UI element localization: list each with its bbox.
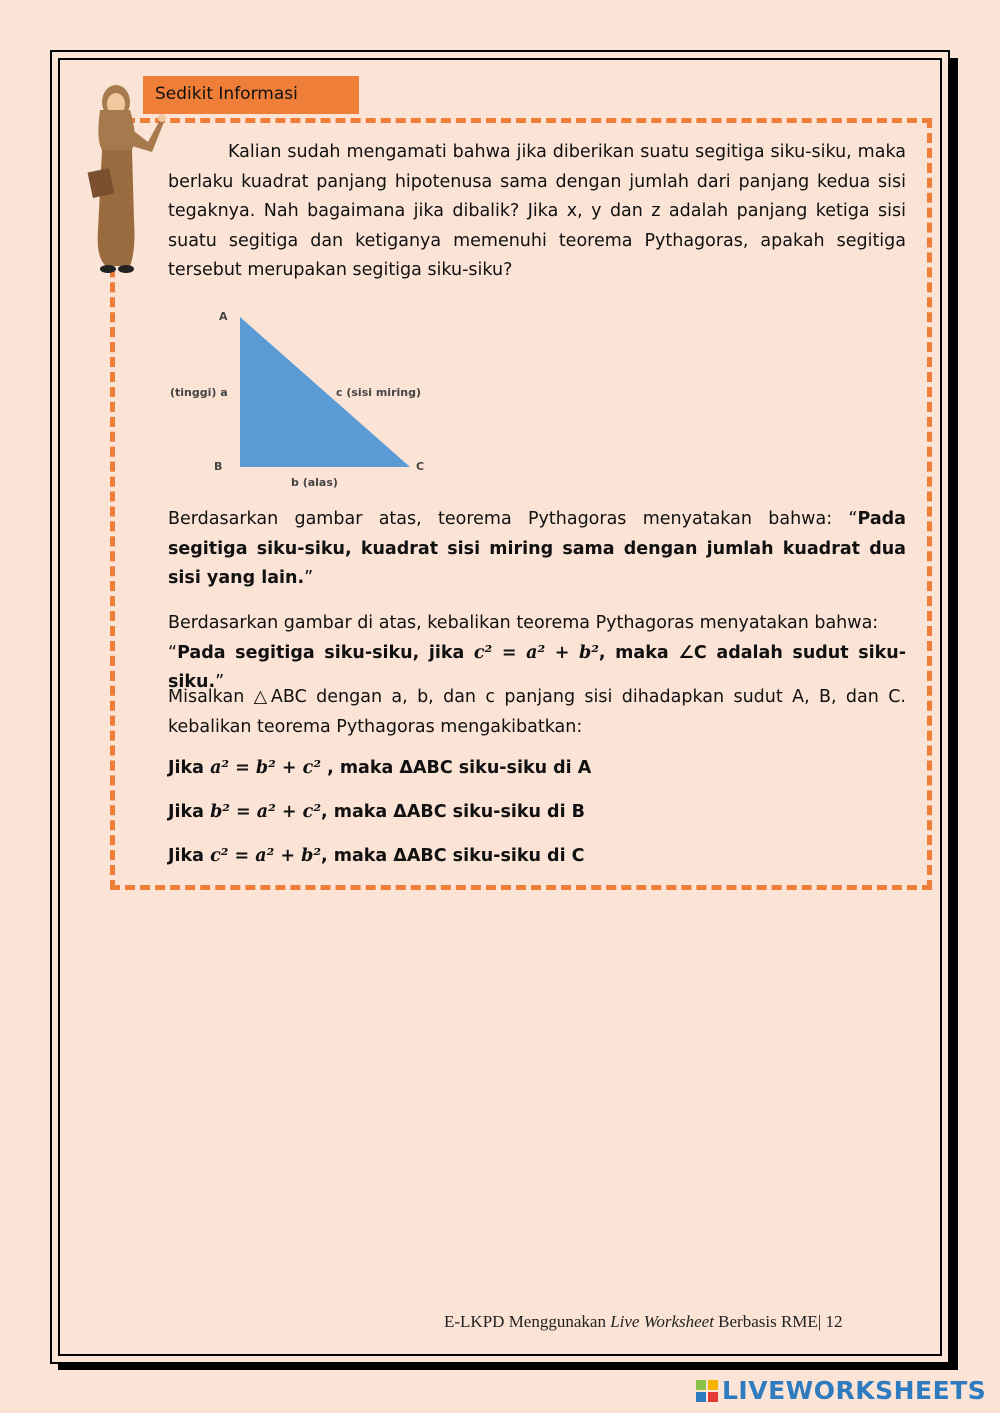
vertex-c-label: C xyxy=(416,460,425,473)
rule-a-pre: Jika xyxy=(168,758,211,778)
vertex-a-label: A xyxy=(219,310,228,323)
rule-c-post: , maka ΔABC siku-siku di C xyxy=(320,846,585,866)
liveworksheets-logo-icon xyxy=(696,1380,718,1402)
footer-italic: Live Worksheet xyxy=(610,1312,714,1331)
footer-post: Berbasis RME| 12 xyxy=(713,1312,843,1331)
side-c-label: c (sisi miring) xyxy=(336,386,422,399)
banner-title: Sedikit Informasi xyxy=(155,84,298,104)
rule-b-formula: b² = a² + c² xyxy=(210,802,321,822)
rule-b-post: , maka ΔABC siku-siku di B xyxy=(320,802,586,822)
rule-c-pre: Jika xyxy=(168,846,211,866)
rule-a xyxy=(168,758,591,778)
intro-paragraph: Kalian sudah mengamati bahwa jika diberikan suatu segitiga siku-siku, maka berlaku kuadrat panjang hipotenusa sama dengan jumlah dari panjang kedua sisi tegaknya. Nah bagaimana jika dibalik? Jika x, y dan z adalah panjang ketiga sisi suatu segitiga dan ketiganya memenuhi teorema Pythagoras, apakah segitiga tersebut merupakan segitiga siku-siku? xyxy=(168,142,906,280)
converse-lead: Berdasarkan gambar di atas, kebalikan teorema Pythagoras menyatakan bahwa: xyxy=(168,613,879,633)
brand-name: LIVEWORKSHEETS xyxy=(722,1376,987,1405)
page-footer xyxy=(444,1312,842,1332)
info-banner xyxy=(143,76,359,114)
side-b-label: b (alas) xyxy=(291,476,338,489)
converse-post: , maka ∠C adalah sudut siku-siku. xyxy=(168,642,907,692)
converse-formula: c² = a² + b² xyxy=(473,642,599,663)
theorem-lead: Berdasarkan gambar atas, teorema Pythagoras menyatakan bahwa: “ xyxy=(168,509,858,529)
side-a-label: (tinggi) a xyxy=(170,386,228,399)
theorem-close-quote: ” xyxy=(304,568,314,588)
converse-close-quote: ” xyxy=(215,672,225,692)
right-triangle-diagram xyxy=(166,305,446,500)
rule-b xyxy=(168,802,585,822)
teacher-illustration-icon xyxy=(86,80,170,276)
liveworksheets-brand[interactable] xyxy=(696,1376,986,1405)
example-paragraph: Misalkan △ABC dengan a, b, dan c panjang sisi dihadapkan sudut A, B, dan C. kebalikan teorema Pythagoras mengakibatkan: xyxy=(168,687,906,737)
rule-a-post: , maka ΔABC siku-siku di A xyxy=(320,758,592,778)
theorem-statement: Pada segitiga siku-siku, kuadrat sisi miring sama dengan jumlah kuadrat dua sisi yang lain. xyxy=(168,509,906,588)
vertex-b-label: B xyxy=(214,460,223,473)
converse-open-quote: “ xyxy=(168,642,178,663)
footer-pre: E-LKPD Menggunakan xyxy=(444,1312,611,1331)
converse-pre: Pada segitiga siku-siku, jika xyxy=(177,642,474,663)
rule-b-pre: Jika xyxy=(168,802,211,822)
rule-a-formula: a² = b² + c² xyxy=(210,758,321,778)
theorem-paragraph xyxy=(168,505,906,594)
rule-c xyxy=(168,846,585,866)
rule-c-formula: c² = a² + b² xyxy=(210,846,321,866)
